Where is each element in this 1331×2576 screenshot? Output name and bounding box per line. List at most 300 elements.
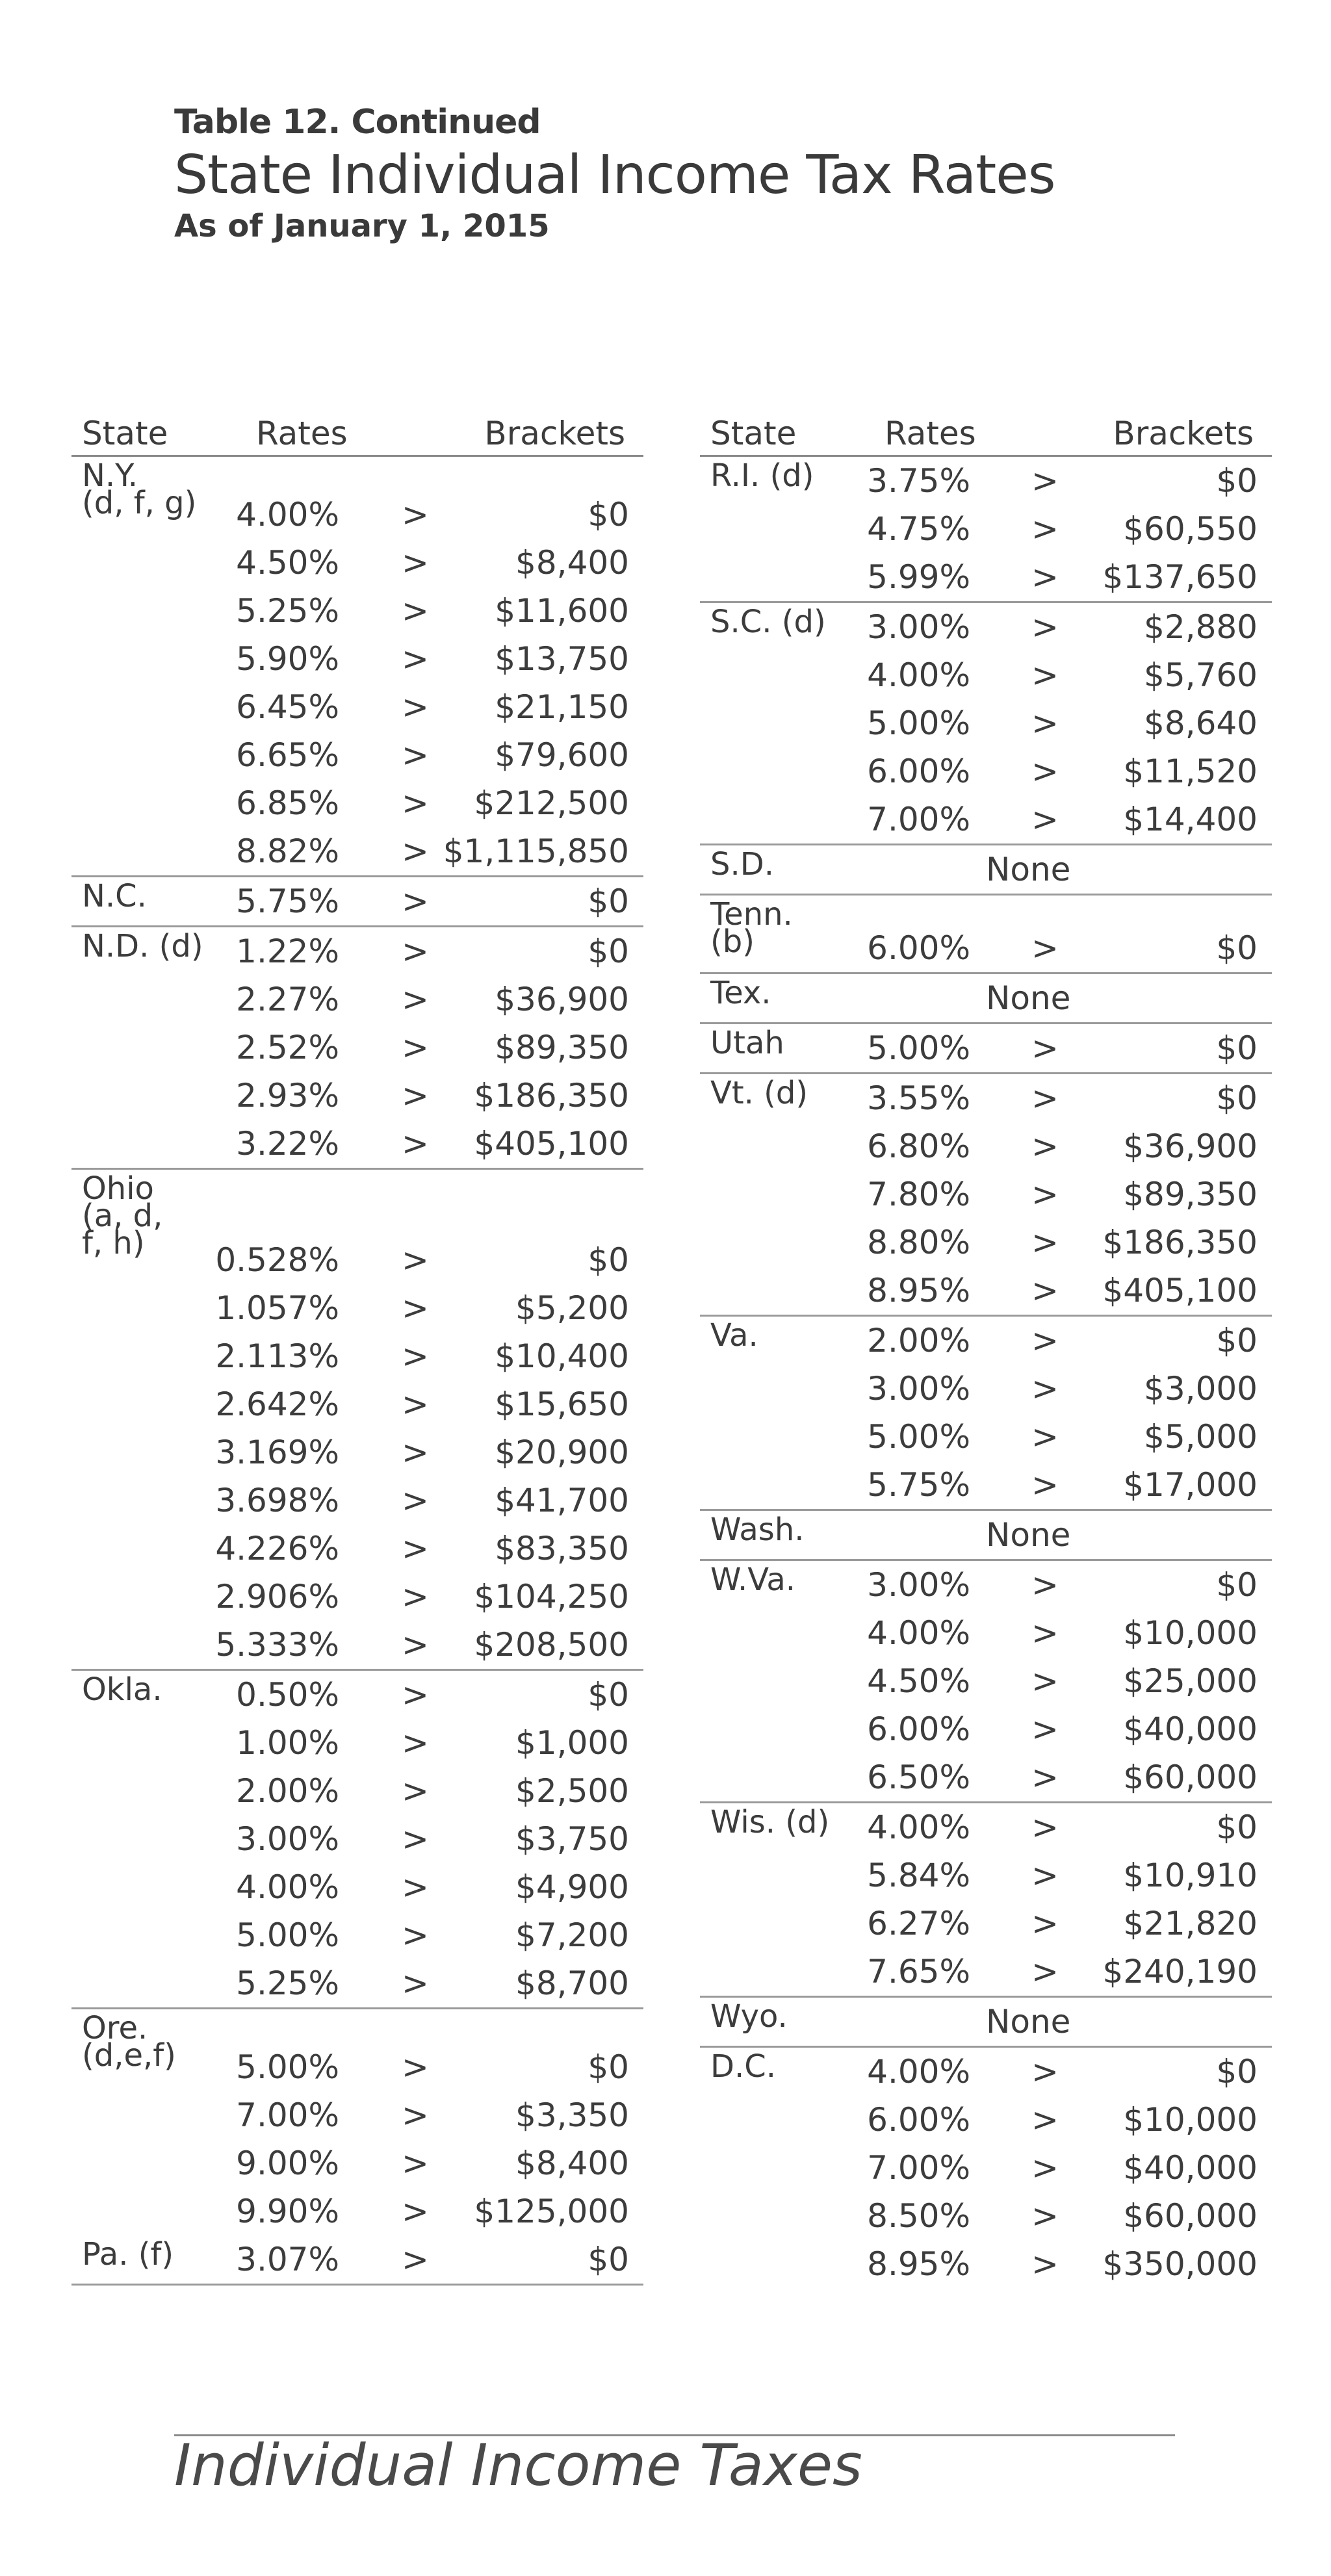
greater-than-symbol: > — [1031, 1272, 1059, 1309]
bracket-cell: $0 — [588, 882, 629, 920]
bracket-cell: $0 — [1216, 1079, 1258, 1117]
bracket-cell: $8,400 — [515, 2145, 629, 2182]
greater-than-symbol: > — [402, 933, 429, 970]
rate-cell: 2.00% — [867, 1322, 970, 1359]
greater-than-symbol: > — [1031, 2101, 1059, 2139]
rate-cell: 5.84% — [867, 1857, 970, 1894]
greater-than-symbol: > — [402, 2096, 429, 2134]
bracket-cell: $0 — [588, 1241, 629, 1279]
table-row — [71, 1621, 643, 1669]
state-name: Wis. (d) — [710, 1804, 830, 1840]
column-header-state: State — [82, 415, 168, 452]
bracket-cell: $21,150 — [495, 688, 629, 726]
rate-cell: 5.333% — [215, 1626, 339, 1664]
table-row — [71, 1332, 643, 1380]
table-row — [71, 1767, 643, 1815]
bracket-cell: $0 — [1216, 1809, 1258, 1846]
rate-cell: 3.00% — [867, 1566, 970, 1604]
bracket-cell: $137,650 — [1102, 558, 1258, 596]
rate-cell: 5.75% — [236, 882, 339, 920]
table-row — [71, 2043, 643, 2091]
table-row — [700, 1267, 1272, 1315]
table-row — [700, 1851, 1272, 1900]
state-group — [700, 1561, 1272, 1803]
rate-cell: 4.00% — [236, 1868, 339, 1906]
bracket-cell: $186,350 — [474, 1077, 629, 1114]
rate-cell: 5.90% — [236, 640, 339, 678]
bracket-cell: $60,000 — [1123, 1758, 1258, 1796]
greater-than-symbol: > — [402, 1029, 429, 1066]
greater-than-symbol: > — [1031, 510, 1059, 548]
table-header — [700, 414, 1272, 457]
column-header-brackets: Brackets — [1113, 415, 1254, 452]
table-row — [71, 827, 643, 875]
greater-than-symbol: > — [1031, 753, 1059, 790]
table-row — [700, 974, 1272, 1022]
state-name: N.C. — [82, 878, 147, 914]
state-group — [700, 457, 1272, 603]
greater-than-symbol: > — [1031, 2149, 1059, 2187]
table-row — [700, 1413, 1272, 1461]
greater-than-symbol: > — [402, 1724, 429, 1762]
table-row — [700, 1170, 1272, 1218]
greater-than-symbol: > — [402, 1385, 429, 1423]
bracket-cell: $83,350 — [495, 1530, 629, 1567]
table-body — [700, 457, 1272, 2288]
greater-than-symbol: > — [402, 832, 429, 870]
greater-than-symbol: > — [1031, 1418, 1059, 1456]
bracket-cell: $7,200 — [515, 1916, 629, 1954]
table-row — [700, 2144, 1272, 2192]
greater-than-symbol: > — [1031, 1710, 1059, 1748]
greater-than-symbol: > — [1031, 1370, 1059, 1408]
greater-than-symbol: > — [402, 592, 429, 630]
table-row — [700, 1561, 1272, 1609]
table-row — [700, 795, 1272, 844]
state-group — [71, 2235, 643, 2286]
greater-than-symbol: > — [402, 2048, 429, 2086]
bracket-cell: $60,000 — [1123, 2197, 1258, 2235]
greater-than-symbol: > — [402, 1820, 429, 1858]
bracket-cell: $10,910 — [1123, 1857, 1258, 1894]
state-group — [700, 1998, 1272, 2048]
bracket-cell: $5,760 — [1144, 656, 1258, 694]
table-row — [71, 1815, 643, 1863]
rate-cell: 8.82% — [236, 832, 339, 870]
table-row — [700, 699, 1272, 747]
table-row — [700, 1122, 1272, 1170]
rate-cell: 5.00% — [867, 1029, 970, 1067]
bracket-cell: $41,700 — [495, 1482, 629, 1519]
greater-than-symbol: > — [402, 1337, 429, 1375]
table-row — [700, 845, 1272, 894]
bracket-cell: $1,000 — [515, 1724, 629, 1762]
greater-than-symbol: > — [402, 1530, 429, 1567]
table-body — [71, 457, 643, 2286]
bracket-cell: $3,350 — [515, 2096, 629, 2134]
rate-cell: 5.00% — [236, 1916, 339, 1954]
bracket-cell: $2,500 — [515, 1772, 629, 1810]
rate-cell: 6.80% — [867, 1127, 970, 1165]
state-group — [700, 1511, 1272, 1561]
footer-section-title: Individual Income Taxes — [174, 2432, 862, 2499]
rate-cell: 6.00% — [867, 753, 970, 790]
state-group — [71, 457, 643, 877]
state-name: S.D. — [710, 846, 774, 882]
table-row — [71, 1863, 643, 1911]
rate-cell: 5.00% — [867, 1418, 970, 1456]
state-group — [71, 2009, 643, 2235]
bracket-cell: $350,000 — [1102, 2245, 1258, 2283]
greater-than-symbol: > — [1031, 1662, 1059, 1700]
bracket-cell: $0 — [588, 933, 629, 970]
table-row — [700, 747, 1272, 795]
greater-than-symbol: > — [402, 1578, 429, 1616]
table-row — [700, 505, 1272, 553]
greater-than-symbol: > — [402, 1916, 429, 1954]
rate-cell: 6.50% — [867, 1758, 970, 1796]
state-name: Vt. (d) — [710, 1075, 808, 1111]
table-row — [71, 2235, 643, 2284]
state-name: Wash. — [710, 1512, 805, 1548]
greater-than-symbol: > — [1031, 1953, 1059, 1990]
rate-cell: 0.528% — [215, 1241, 339, 1279]
greater-than-symbol: > — [402, 981, 429, 1018]
state-name: N.Y. (d, f, g) — [82, 457, 197, 521]
bracket-cell: $0 — [588, 2241, 629, 2278]
state-group — [700, 1024, 1272, 1074]
state-name: Okla. — [82, 1671, 162, 1708]
greater-than-symbol: > — [402, 2145, 429, 2182]
table-label: Table 12. Continued — [174, 103, 541, 142]
table-row — [700, 1074, 1272, 1122]
greater-than-symbol: > — [1031, 1466, 1059, 1504]
state-name: N.D. (d) — [82, 928, 203, 964]
greater-than-symbol: > — [402, 496, 429, 534]
rate-cell: 6.00% — [867, 929, 970, 967]
bracket-cell: $0 — [1216, 1322, 1258, 1359]
greater-than-symbol: > — [1031, 1322, 1059, 1359]
rate-cell: 5.75% — [867, 1466, 970, 1504]
column-header-state: State — [710, 415, 797, 452]
bracket-cell: $36,900 — [1123, 1127, 1258, 1165]
bracket-cell: $3,750 — [515, 1820, 629, 1858]
column-header-rates: Rates — [256, 415, 348, 452]
page-subtitle: As of January 1, 2015 — [174, 208, 550, 244]
table-row — [700, 1317, 1272, 1365]
bracket-cell: $5,200 — [515, 1289, 629, 1327]
left-tax-table — [71, 414, 643, 2286]
rate-cell: 6.45% — [236, 688, 339, 726]
table-row — [700, 651, 1272, 699]
bracket-cell: $89,350 — [1123, 1176, 1258, 1213]
greater-than-symbol: > — [1031, 1176, 1059, 1213]
bracket-cell: $8,700 — [515, 1964, 629, 2002]
rate-cell: 3.698% — [215, 1482, 339, 1519]
table-row — [71, 731, 643, 779]
table-row — [700, 924, 1272, 972]
greater-than-symbol: > — [402, 1676, 429, 1714]
state-name: Pa. (f) — [82, 2236, 174, 2273]
bracket-cell: $11,600 — [495, 592, 629, 630]
table-row — [700, 2240, 1272, 2288]
table-row — [700, 1024, 1272, 1072]
rate-cell: 3.00% — [236, 1820, 339, 1858]
table-row — [700, 2192, 1272, 2240]
rate-cell: 6.27% — [867, 1905, 970, 1942]
table-row — [71, 1380, 643, 1428]
rate-cell: 8.95% — [867, 1272, 970, 1309]
bracket-cell: $0 — [1216, 1029, 1258, 1067]
bracket-cell: $40,000 — [1123, 1710, 1258, 1748]
bracket-cell: $4,900 — [515, 1868, 629, 1906]
greater-than-symbol: > — [402, 640, 429, 678]
page-title: State Individual Income Tax Rates — [174, 144, 1055, 206]
bracket-cell: $0 — [588, 1676, 629, 1714]
table-row — [700, 1461, 1272, 1509]
table-row — [71, 1525, 643, 1573]
rate-cell: 3.07% — [236, 2241, 339, 2278]
no-tax-label: None — [986, 851, 1071, 888]
table-row — [700, 1705, 1272, 1753]
greater-than-symbol: > — [1031, 2245, 1059, 2283]
rate-cell: 9.00% — [236, 2145, 339, 2182]
state-group — [700, 2048, 1272, 2288]
rate-cell: 4.00% — [867, 1809, 970, 1846]
greater-than-symbol: > — [402, 1964, 429, 2002]
table-row — [71, 1573, 643, 1621]
table-row — [71, 1236, 643, 1284]
bracket-cell: $13,750 — [495, 640, 629, 678]
state-group — [71, 1671, 643, 2009]
rate-cell: 5.00% — [236, 2048, 339, 2086]
bracket-cell: $15,650 — [495, 1385, 629, 1423]
greater-than-symbol: > — [1031, 1857, 1059, 1894]
state-name: Wyo. — [710, 1998, 788, 2035]
table-row — [71, 1959, 643, 2007]
rate-cell: 0.50% — [236, 1676, 339, 1714]
bracket-cell: $20,900 — [495, 1434, 629, 1471]
table-row — [71, 1719, 643, 1767]
rate-cell: 7.00% — [867, 2149, 970, 2187]
state-group — [700, 845, 1272, 895]
greater-than-symbol: > — [1031, 558, 1059, 596]
rate-cell: 6.00% — [867, 1710, 970, 1748]
table-row — [700, 1657, 1272, 1705]
rate-cell: 6.65% — [236, 736, 339, 774]
greater-than-symbol: > — [402, 1241, 429, 1279]
table-row — [71, 927, 643, 975]
bracket-cell: $10,000 — [1123, 1614, 1258, 1652]
rate-cell: 5.00% — [867, 704, 970, 742]
bracket-cell: $104,250 — [474, 1578, 629, 1616]
greater-than-symbol: > — [1031, 1029, 1059, 1067]
rate-cell: 3.00% — [867, 608, 970, 646]
rate-cell: 9.90% — [236, 2193, 339, 2230]
bracket-cell: $10,400 — [495, 1337, 629, 1375]
table-row — [700, 553, 1272, 601]
greater-than-symbol: > — [1031, 704, 1059, 742]
table-row — [71, 1476, 643, 1525]
state-name: Ore. (d,e,f) — [82, 2010, 176, 2074]
right-tax-table — [700, 414, 1272, 2288]
greater-than-symbol: > — [1031, 1224, 1059, 1261]
table-row — [71, 491, 643, 539]
rate-cell: 3.75% — [867, 462, 970, 500]
state-name: Utah — [710, 1025, 784, 1061]
greater-than-symbol: > — [402, 882, 429, 920]
bracket-cell: $79,600 — [495, 736, 629, 774]
rate-cell: 4.00% — [236, 496, 339, 534]
table-row — [71, 2187, 643, 2235]
bracket-cell: $14,400 — [1123, 801, 1258, 838]
rate-cell: 2.00% — [236, 1772, 339, 1810]
rate-cell: 3.55% — [867, 1079, 970, 1117]
greater-than-symbol: > — [1031, 1905, 1059, 1942]
rate-cell: 7.80% — [867, 1176, 970, 1213]
table-row — [71, 779, 643, 827]
table-row — [71, 1284, 643, 1332]
table-row — [71, 683, 643, 731]
bracket-cell: $405,100 — [474, 1125, 629, 1163]
greater-than-symbol: > — [402, 1772, 429, 1810]
rate-cell: 8.50% — [867, 2197, 970, 2235]
table-row — [700, 603, 1272, 651]
table-row — [71, 1072, 643, 1120]
table-row — [700, 1803, 1272, 1851]
bracket-cell: $36,900 — [495, 981, 629, 1018]
bracket-cell: $186,350 — [1102, 1224, 1258, 1261]
no-tax-label: None — [986, 979, 1071, 1017]
table-row — [700, 2096, 1272, 2144]
rate-cell: 8.80% — [867, 1224, 970, 1261]
bracket-cell: $0 — [1216, 929, 1258, 967]
table-row — [71, 539, 643, 587]
greater-than-symbol: > — [402, 2193, 429, 2230]
state-group — [700, 1074, 1272, 1317]
table-row — [700, 1998, 1272, 2046]
bracket-cell: $89,350 — [495, 1029, 629, 1066]
greater-than-symbol: > — [1031, 608, 1059, 646]
state-group — [700, 603, 1272, 845]
table-row — [700, 457, 1272, 505]
greater-than-symbol: > — [1031, 2197, 1059, 2235]
rate-cell: 3.169% — [215, 1434, 339, 1471]
bracket-cell: $1,115,850 — [443, 832, 629, 870]
rate-cell: 2.906% — [215, 1578, 339, 1616]
bracket-cell: $11,520 — [1123, 753, 1258, 790]
state-name: Tex. — [710, 975, 771, 1011]
rate-cell: 3.22% — [236, 1125, 339, 1163]
greater-than-symbol: > — [1031, 1614, 1059, 1652]
bracket-cell: $21,820 — [1123, 1905, 1258, 1942]
state-group — [700, 895, 1272, 974]
table-row — [700, 2048, 1272, 2096]
column-header-brackets: Brackets — [484, 415, 625, 452]
bracket-cell: $8,640 — [1144, 704, 1258, 742]
greater-than-symbol: > — [1031, 1758, 1059, 1796]
greater-than-symbol: > — [1031, 2053, 1059, 2091]
state-group — [700, 1317, 1272, 1511]
table-row — [71, 2139, 643, 2187]
bracket-cell: $212,500 — [474, 784, 629, 822]
rate-cell: 2.93% — [236, 1077, 339, 1114]
table-row — [700, 1365, 1272, 1413]
table-row — [700, 1218, 1272, 1267]
rate-cell: 5.99% — [867, 558, 970, 596]
greater-than-symbol: > — [402, 1125, 429, 1163]
rate-cell: 1.00% — [236, 1724, 339, 1762]
greater-than-symbol: > — [1031, 1809, 1059, 1846]
bracket-cell: $2,880 — [1144, 608, 1258, 646]
table-row — [700, 1948, 1272, 1996]
table-row — [700, 1511, 1272, 1559]
rate-cell: 6.85% — [236, 784, 339, 822]
greater-than-symbol: > — [402, 688, 429, 726]
rate-cell: 6.00% — [867, 2101, 970, 2139]
rate-cell: 4.00% — [867, 656, 970, 694]
state-name: S.C. (d) — [710, 604, 826, 640]
rate-cell: 2.52% — [236, 1029, 339, 1066]
greater-than-symbol: > — [402, 1868, 429, 1906]
greater-than-symbol: > — [1031, 929, 1059, 967]
table-row — [700, 1753, 1272, 1801]
state-group — [71, 1170, 643, 1671]
bracket-cell: $125,000 — [474, 2193, 629, 2230]
column-header-rates: Rates — [885, 415, 976, 452]
bracket-cell: $0 — [588, 496, 629, 534]
greater-than-symbol: > — [1031, 1079, 1059, 1117]
bracket-cell: $405,100 — [1102, 1272, 1258, 1309]
bracket-cell: $17,000 — [1123, 1466, 1258, 1504]
rate-cell: 5.25% — [236, 592, 339, 630]
rate-cell: 7.00% — [236, 2096, 339, 2134]
greater-than-symbol: > — [402, 2241, 429, 2278]
greater-than-symbol: > — [1031, 656, 1059, 694]
bracket-cell: $208,500 — [474, 1626, 629, 1664]
rate-cell: 7.65% — [867, 1953, 970, 1990]
no-tax-label: None — [986, 2003, 1071, 2041]
rate-cell: 7.00% — [867, 801, 970, 838]
table-header — [71, 414, 643, 457]
rate-cell: 4.50% — [236, 544, 339, 582]
state-name: Ohio (a, d, f, h) — [82, 1170, 163, 1261]
greater-than-symbol: > — [402, 1289, 429, 1327]
greater-than-symbol: > — [402, 784, 429, 822]
greater-than-symbol: > — [1031, 1127, 1059, 1165]
rate-cell: 2.642% — [215, 1385, 339, 1423]
greater-than-symbol: > — [1031, 1566, 1059, 1604]
rate-cell: 1.22% — [236, 933, 339, 970]
rate-cell: 2.27% — [236, 981, 339, 1018]
state-group — [71, 927, 643, 1170]
bracket-cell: $0 — [1216, 462, 1258, 500]
rate-cell: 4.75% — [867, 510, 970, 548]
rate-cell: 4.226% — [215, 1530, 339, 1567]
bracket-cell: $40,000 — [1123, 2149, 1258, 2187]
table-row — [700, 1900, 1272, 1948]
rate-cell: 5.25% — [236, 1964, 339, 2002]
greater-than-symbol: > — [402, 1077, 429, 1114]
no-tax-label: None — [986, 1516, 1071, 1554]
bracket-cell: $0 — [1216, 2053, 1258, 2091]
state-name: D.C. — [710, 2048, 776, 2085]
table-row — [71, 587, 643, 635]
table-row — [71, 1428, 643, 1476]
rate-cell: 2.113% — [215, 1337, 339, 1375]
bracket-cell: $60,550 — [1123, 510, 1258, 548]
greater-than-symbol: > — [1031, 462, 1059, 500]
